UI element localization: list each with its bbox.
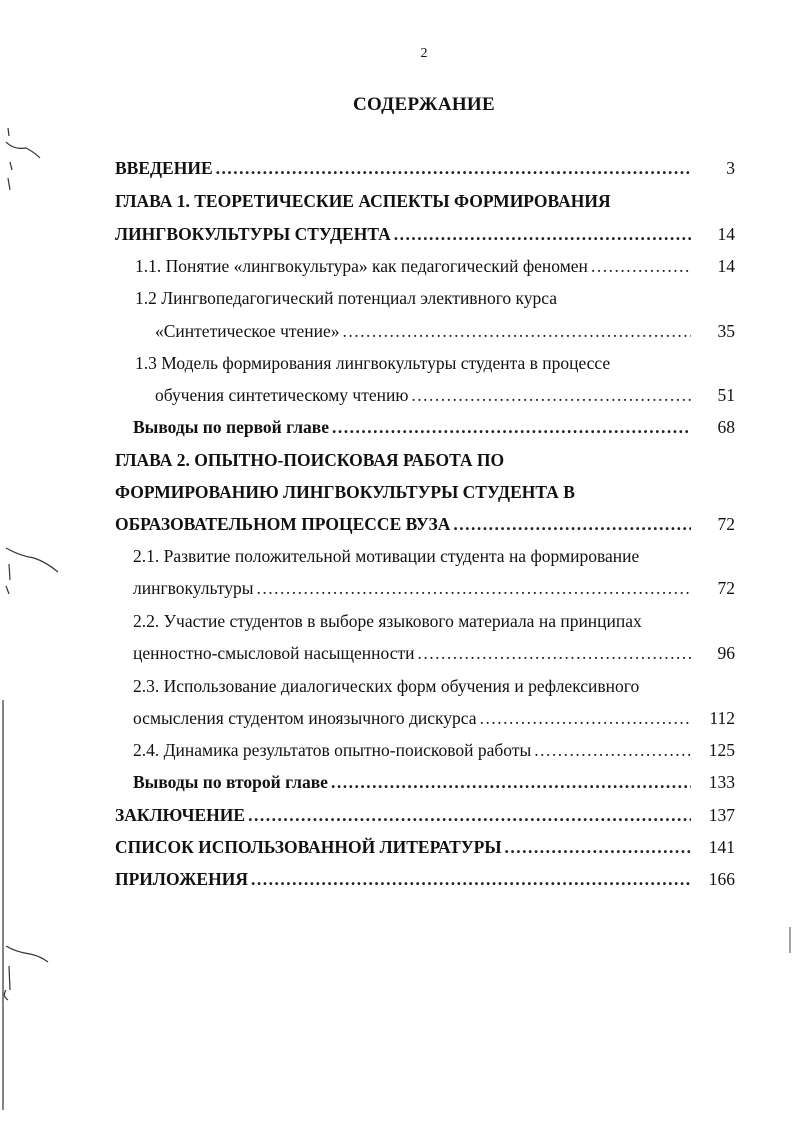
leader-dots <box>411 385 691 406</box>
toc-entry-text: ЗАКЛЮЧЕНИЕ <box>115 805 246 825</box>
leader-dots <box>216 158 691 179</box>
leader-dots <box>418 643 692 664</box>
leader-dots <box>257 578 692 599</box>
toc-entry-1-3-line1: 1.3 Модель формирования лингвокультуры студента в процессе <box>135 353 611 373</box>
toc-page-number: 68 <box>717 417 735 437</box>
toc-entry-chapter-1 <box>115 224 735 248</box>
toc-entry-text: Выводы по первой главе <box>133 417 329 437</box>
toc-entry-text: «Синтетическое чтение» <box>155 321 340 341</box>
toc-entry-2-1-line1: 2.1. Развитие положительной мотивации студента на формирование <box>133 546 640 566</box>
toc-entry-1-1 <box>135 256 735 280</box>
toc-page-number: 3 <box>726 158 735 178</box>
leader-dots <box>591 256 691 277</box>
leader-dots <box>343 321 691 342</box>
toc-page-number: 14 <box>717 224 735 244</box>
leader-dots <box>394 224 691 245</box>
toc-entry-1-2 <box>155 321 735 345</box>
toc-entry-2-4 <box>133 740 735 764</box>
toc-chapter-1-heading: ГЛАВА 1. ТЕОРЕТИЧЕСКИЕ АСПЕКТЫ ФОРМИРОВАНИЯ <box>115 191 611 211</box>
toc-page-number: 96 <box>717 643 735 663</box>
toc-entry-text: СПИСОК ИСПОЛЬЗОВАННОЙ ЛИТЕРАТУРЫ <box>115 837 502 857</box>
toc-entry-chapter-2 <box>115 514 735 538</box>
toc-entry-text: ценностно-смысловой насыщенности <box>133 643 415 663</box>
toc-page-number: 133 <box>708 772 735 792</box>
toc-entry-appendices <box>115 869 735 893</box>
page-title: СОДЕРЖАНИЕ <box>353 94 495 115</box>
toc-entry-2-2 <box>133 643 735 667</box>
leader-dots <box>453 514 691 535</box>
leader-dots <box>534 740 691 761</box>
toc-entry-references <box>115 837 735 861</box>
leader-dots <box>331 772 691 793</box>
toc-entry-1-3 <box>155 385 735 409</box>
leader-dots <box>248 805 691 826</box>
toc-page-number: 35 <box>717 321 735 341</box>
toc-page-number: 112 <box>709 708 735 728</box>
toc-page-number: 141 <box>708 837 735 857</box>
page-number: 2 <box>420 46 428 61</box>
toc-page-number: 51 <box>717 385 735 405</box>
leader-dots <box>480 708 691 729</box>
toc-entry-text: ВВЕДЕНИЕ <box>115 158 213 178</box>
scan-artifact-right-margin <box>786 925 794 955</box>
toc-chapter-2-heading-line2: ФОРМИРОВАНИЮ ЛИНГВОКУЛЬТУРЫ СТУДЕНТА В <box>115 482 575 502</box>
toc-entry-text: ЛИНГВОКУЛЬТУРЫ СТУДЕНТА <box>115 224 391 244</box>
toc-entry-text: 1.1. Понятие «лингвокультура» как педагогический феномен <box>135 256 588 276</box>
leader-dots <box>505 837 691 858</box>
toc-entry-text: обучения синтетическому чтению <box>155 385 409 405</box>
toc-page-number: 72 <box>717 578 735 598</box>
leader-dots <box>251 869 691 890</box>
toc-page-number: 166 <box>708 869 735 889</box>
toc-entry-text: ПРИЛОЖЕНИЯ <box>115 869 248 889</box>
toc-entry-text: Выводы по второй главе <box>133 772 328 792</box>
toc-entry-intro <box>115 158 735 182</box>
leader-dots <box>332 417 691 438</box>
toc-entry-conclusions-1 <box>133 417 735 441</box>
toc-entry-text: 2.4. Динамика результатов опытно-поисковой работы <box>133 740 532 760</box>
toc-page-number: 14 <box>717 256 735 276</box>
toc-entry-conclusion <box>115 805 735 829</box>
toc-entry-1-2-line1: 1.2 Лингвопедагогический потенциал элективного курса <box>135 288 558 308</box>
toc-entry-text: ОБРАЗОВАТЕЛЬНОМ ПРОЦЕССЕ ВУЗА <box>115 514 451 534</box>
toc-page-number: 125 <box>708 740 735 760</box>
toc-chapter-2-heading-line1: ГЛАВА 2. ОПЫТНО-ПОИСКОВАЯ РАБОТА ПО <box>115 450 505 470</box>
toc-entry-2-3 <box>133 708 735 732</box>
toc-entry-2-3-line1: 2.3. Использование диалогических форм обучения и рефлексивного <box>133 676 640 696</box>
toc-entry-text: лингвокультуры <box>133 578 254 598</box>
toc-entry-2-2-line1: 2.2. Участие студентов в выборе языкового материала на принципах <box>133 611 642 631</box>
toc-entry-conclusions-2 <box>133 772 735 796</box>
scan-artifact-left-margin <box>0 0 70 1124</box>
toc-entry-2-1 <box>133 578 735 602</box>
toc-page-number: 137 <box>708 805 735 825</box>
toc-page-number: 72 <box>717 514 735 534</box>
toc-entry-text: осмысления студентом иноязычного дискурса <box>133 708 477 728</box>
